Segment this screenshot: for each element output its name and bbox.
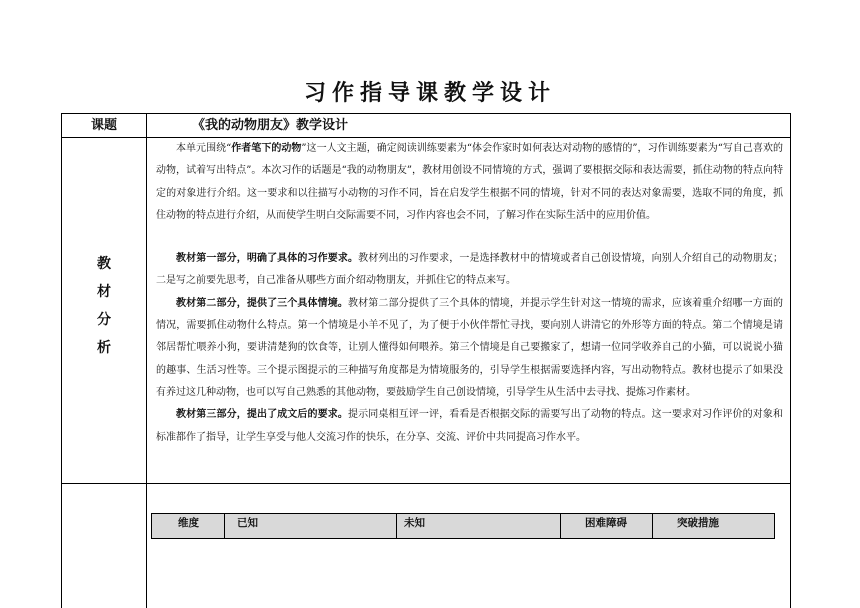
document-title: 习作指导课教学设计 [303,81,556,106]
analysis-label-char: 析 [97,340,111,356]
unit-theme: 作者笔下的动物 [231,143,302,154]
column-divider [146,114,147,608]
analysis-content [156,138,783,449]
header-difficulties: 困难障碍 [561,514,653,538]
analysis-label-char: 材 [97,284,111,300]
intro-paragraph: 本单元围绕“作者笔下的动物”这一人文主题，确定阅读训练要素为“体会作家时如何表达对动物的感情的”，习作训练要素为“写自己喜欢的动物，试着写出特点”。本次习作的话题是“我的动物朋友”，教材用创设不同情境的方式，强调了要根据交际和表达需要，抓住动物的特点向特定的对象进行介绍。这一要求和以往描写小动物的习作不同，旨在启发学生根据不同的情境，针对不同的表达对象需要，选取不同的角度，抓住动物的特点进行介绍，从而使学生明白交际需要不同，习作内容也会不同，了解习作在实际生活中的应用价值。 [156,143,783,221]
analysis-label [62,250,146,362]
analysis-label-char: 分 [97,312,111,328]
row-divider-analysis [62,483,790,484]
header-known: 已知 [225,514,397,538]
part1-paragraph: 教材第一部分，明确了具体的习作要求。教材列出的习作要求，一是选择教材中的情境或者自己创设情境，向别人介绍自己的动物朋友；二是写之前要先思考，自己准备从哪些方面介绍动物朋友，并抓住它的特点来写。 [156,253,784,287]
learning-analysis-header-row [151,513,775,539]
lesson-design-table [61,113,791,608]
header-dimension: 维度 [152,514,225,538]
part2-paragraph: 教材第二部分，提供了三个具体情境。教材第二部分提供了三个具体的情境，并提示学生针对这一情境的需求，应该着重介绍哪一方面的情况，需要抓住动物什么特点。第一个情境是小羊不见了，为了便于小伙伴帮忙寻找，要向别人讲清它的外形等方面的特点。第二个情境是请邻居帮忙喂养小狗，要讲清楚狗的饮食等，让别人懂得如何喂养。第三个情境是自己要搬家了，想请一位同学收养自己的小猫，可以说说小猫的趣事、生活习性等。三个提示图提示的三种描写角度都是为情境服务的，引导学生根据需要选择内容，写出动物特点。教材也提示了如果没有养过这几种动物，也可以写自己熟悉的其他动物，要鼓励学生自己创设情境，引导学生从生活中去寻找、提炼习作素材。 [156,297,784,398]
header-unknown: 未知 [397,514,561,538]
topic-label: 课题 [90,118,117,133]
topic-value: 《我的动物朋友》教学设计 [192,118,349,133]
analysis-label-char: 教 [97,256,111,272]
part3-paragraph: 教材第三部分，提出了成文后的要求。提示同桌相互评一评，看看是否根据交际的需要写出了动物的特点。这一要求对习作评价的对象和标准都作了指导，让学生享受与他人交流习作的快乐，在分享、交流、评价中共同提高习作水平。 [156,409,784,443]
header-measures: 突破措施 [677,517,719,529]
